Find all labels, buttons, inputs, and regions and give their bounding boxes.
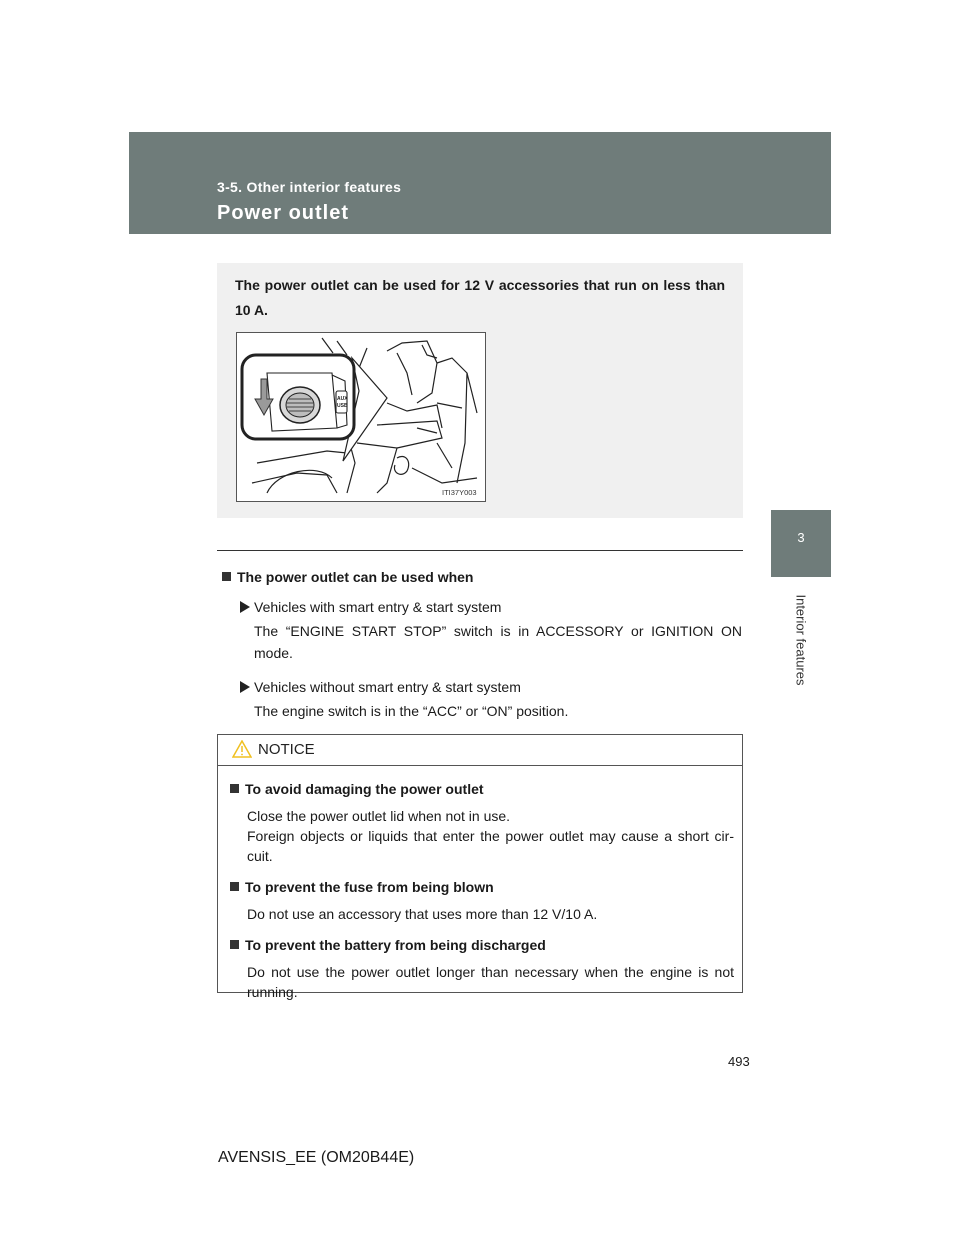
notice-item-heading: To prevent the fuse from being blown [230, 876, 734, 898]
usage-item [222, 676, 742, 698]
intro-box [217, 263, 743, 518]
section-label: 3-5. Other interior features [217, 179, 402, 195]
notice-label: NOTICE [258, 741, 315, 758]
usage-heading: The power outlet can be used when [222, 566, 742, 588]
section-divider [217, 550, 743, 551]
page-title: Power outlet [217, 202, 350, 224]
power-outlet-illustration [237, 333, 485, 501]
figure-code: ITI37Y003 [442, 488, 477, 497]
chapter-number: 3 [797, 530, 805, 545]
notice-item-text: Do not use the power outlet longer than necessary when the engine is not running. [247, 964, 734, 1000]
notice-item-text: Close the power outlet lid when not in use. Foreign objects or liquids that enter the power outlet may cause a short cir-cuit. [247, 808, 734, 864]
chapter-tab [771, 510, 831, 577]
triangle-bullet-icon [240, 601, 250, 613]
usage-item-desc: The “ENGINE START STOP” switch is in ACCESSORY or IGNITION ON mode. [254, 623, 742, 661]
usage-item-label: Vehicles with smart entry & start system [254, 599, 502, 615]
usage-item [222, 596, 742, 618]
notice-item-heading: To prevent the battery from being discharged [230, 934, 734, 956]
notice-item-heading: To avoid damaging the power outlet [230, 778, 734, 800]
chapter-label [776, 585, 826, 695]
triangle-bullet-icon [240, 681, 250, 693]
usage-item-desc: The engine switch is in the “ACC” or “ON” position. [254, 703, 569, 719]
manual-footer: AVENSIS_EE (OM20B44E) [218, 1149, 415, 1166]
chapter-label-text: Interior features [793, 594, 809, 686]
page-number: 493 [728, 1054, 750, 1069]
notice-item-text: Do not use an accessory that uses more than 12 V/10 A. [247, 906, 598, 922]
notice-header [218, 735, 742, 766]
power-outlet-figure [236, 332, 486, 502]
notice-body [218, 766, 742, 1002]
section-header [129, 132, 831, 234]
bullet-square-icon [230, 784, 239, 793]
aux-label: AUX [337, 396, 348, 402]
bullet-square-icon [230, 882, 239, 891]
usage-item-label: Vehicles without smart entry & start system [254, 679, 521, 695]
notice-box [217, 734, 743, 1000]
bullet-square-icon [222, 572, 231, 581]
bullet-square-icon [230, 940, 239, 949]
intro-text: The power outlet can be used for 12 V accessories that run on less than 10 A. [235, 277, 725, 318]
usage-notes [222, 566, 742, 734]
warning-triangle-icon [232, 740, 252, 758]
usb-label: USB [337, 403, 348, 409]
